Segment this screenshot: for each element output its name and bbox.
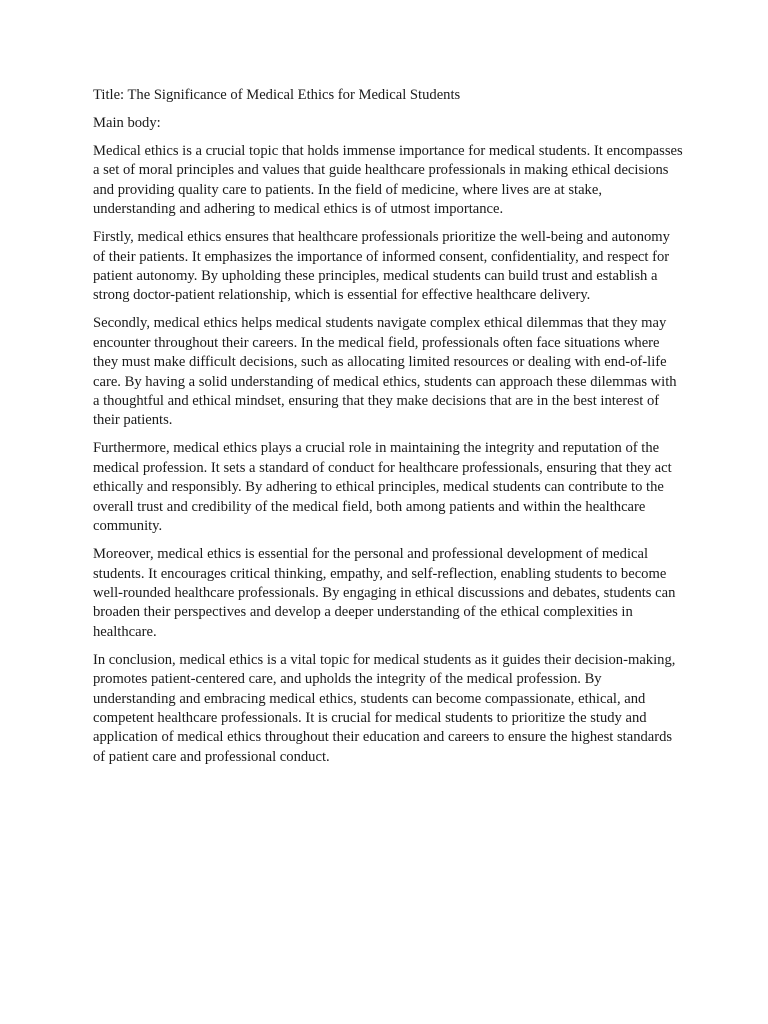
section-label: Main body: — [93, 115, 161, 131]
paragraph-firstly: Firstly, medical ethics ensures that healthcare professionals prioritize the well-being and autonomy of their patients. It emphasizes the importance of informed consent, confidentiality, and respect for patient autonomy. By upholding these principles, medical students can build trust and establish a strong doctor-patient relationship, which is essential for effective healthcare delivery. — [93, 229, 670, 304]
paragraph-conclusion: In conclusion, medical ethics is a vital topic for medical students as it guides their decision-making, promotes patient-centered care, and upholds the integrity of the medical profession. By understanding and embracing medical ethics, students can become compassionate, ethical, and competent healthcare professionals. It is crucial for medical students to prioritize the study and application of medical ethics throughout their education and careers to ensure the highest standards of patient care and professional conduct. — [93, 651, 676, 765]
paragraph-furthermore: Furthermore, medical ethics plays a crucial role in maintaining the integrity and reputation of the medical profession. It sets a standard of conduct for healthcare professionals, ensuring that they act ethically and responsibly. By adhering to ethical principles, medical students can contribute to the overall trust and credibility of the medical field, both among patients and within the healthcare community. — [93, 440, 672, 535]
document-title: Title: The Significance of Medical Ethics for Medical Students — [93, 87, 461, 103]
paragraph-secondly: Secondly, medical ethics helps medical students navigate complex ethical dilemmas that they may encounter throughout their careers. In the medical field, professionals often face situations where they must make difficult decisions, such as allocating limited resources or dealing with end-of-life care. By having a solid understanding of medical ethics, students can approach these dilemmas with a thoughtful and ethical mindset, ensuring that they make decisions that are in the best interest of their patients. — [93, 315, 677, 429]
paragraph-moreover: Moreover, medical ethics is essential for the personal and professional development of medical students. It encourages critical thinking, empathy, and self-reflection, enabling students to become well-rounded healthcare professionals. By engaging in ethical discussions and debates, students can broaden their perspectives and develop a deeper understanding of the ethical complexities in healthcare. — [93, 546, 676, 640]
paragraph-intro: Medical ethics is a crucial topic that holds immense importance for medical students. It encompasses a set of moral principles and values that guide healthcare professionals in making ethical decisions and providing quality care to patients. In the field of medicine, where lives are at stake, understanding and adhering to medical ethics is of utmost importance. — [93, 143, 683, 218]
document-page — [93, 86, 683, 776]
